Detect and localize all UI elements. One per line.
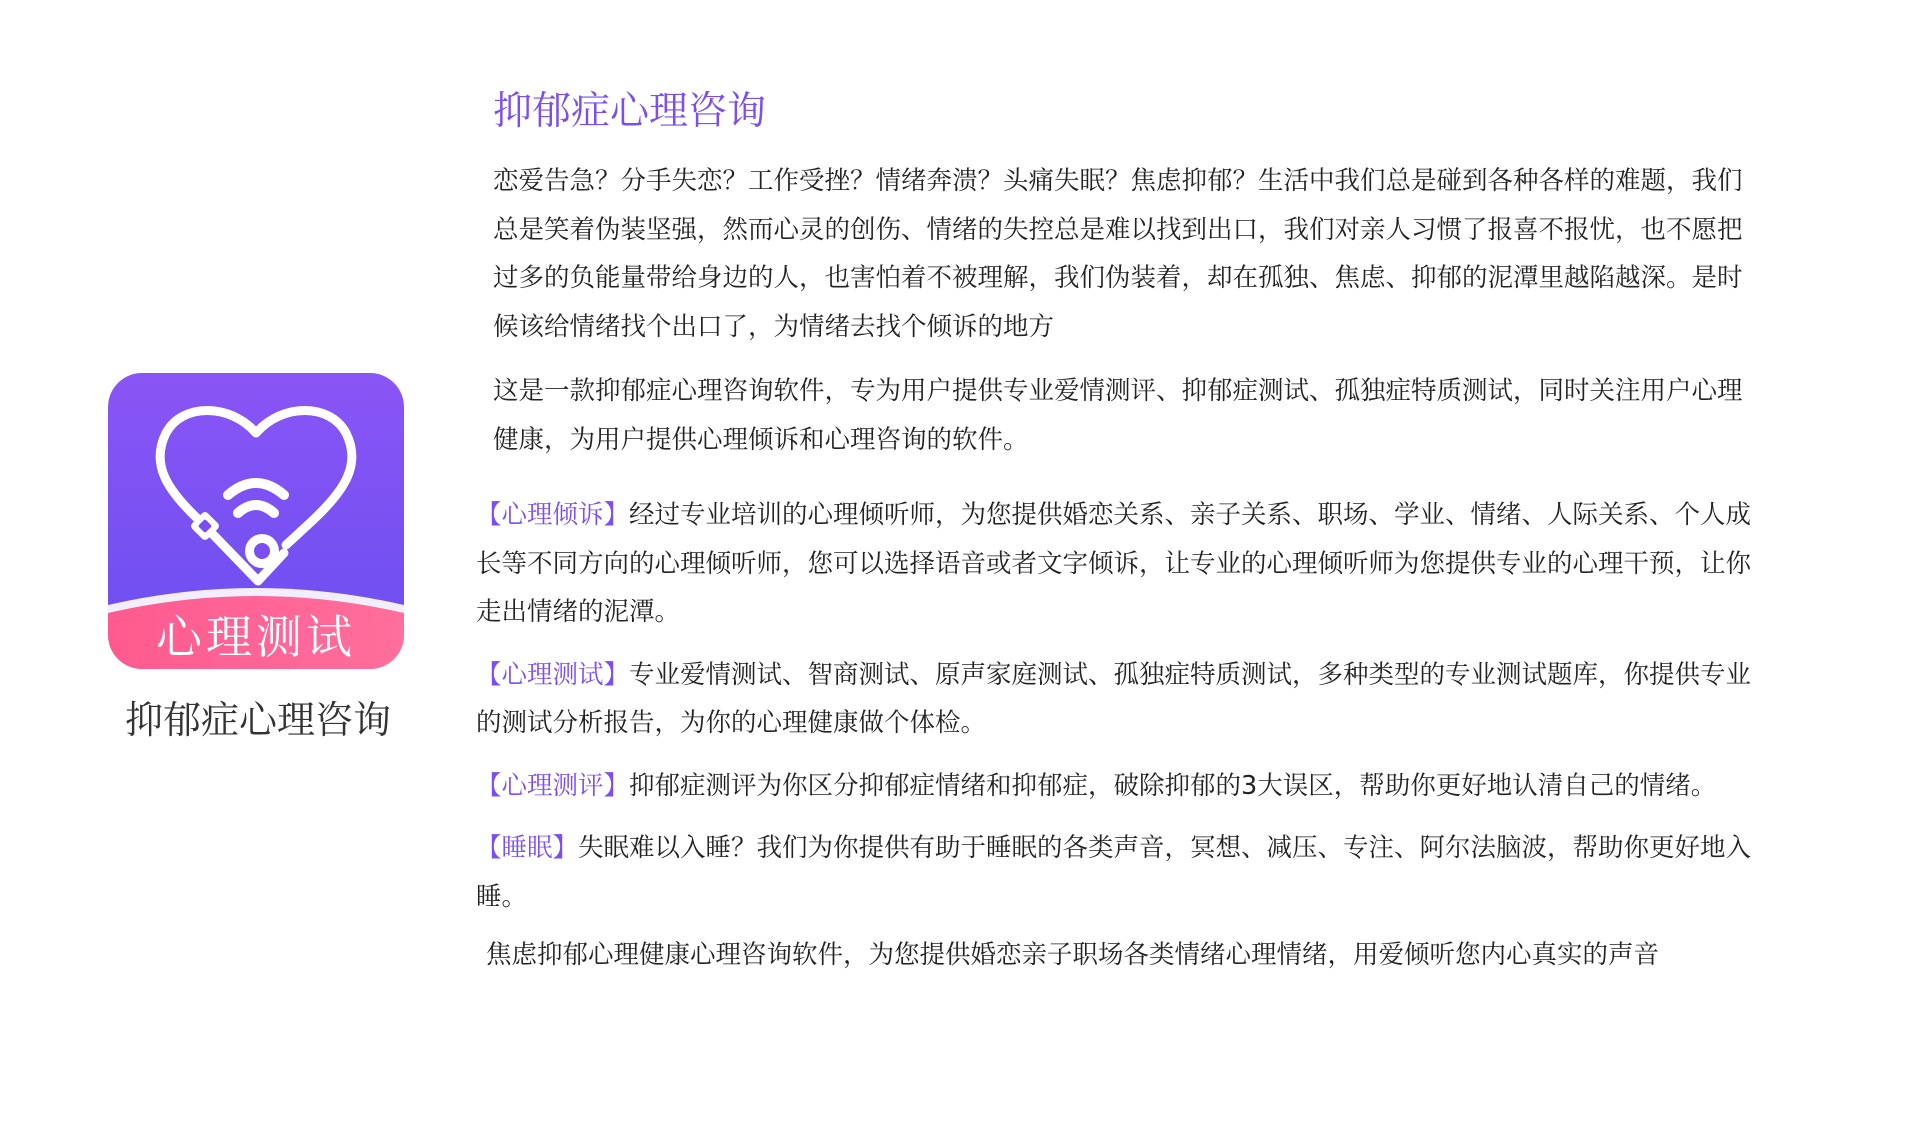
feature-tag: 【睡眠】 bbox=[476, 833, 579, 863]
intro-paragraph: 恋爱告急？分手失恋？工作受挫？情绪奔溃？头痛失眠？焦虑抑郁？生活中我们总是碰到各种各样的难题，我们总是笑着伪装坚强，然而心灵的创伤、情绪的失控总是难以找到出口，我们对亲人习惯了报喜不报忧，也不愿把过多的负能量带给身边的人，也害怕着不被理解，我们伪装着，却在孤独、焦虑、抑郁的泥潭里越陷越深。是时候该给情绪找个出口了，为情绪去找个倾诉的地方 bbox=[493, 166, 1743, 342]
heart-stethoscope-app-icon bbox=[108, 373, 404, 669]
feature-tag: 【心理测试】 bbox=[476, 659, 630, 690]
feature-confide bbox=[476, 491, 1756, 637]
page-title: 抑郁症心理咨询 bbox=[493, 89, 767, 134]
feature-text: 抑郁症测评为你区分抑郁症情绪和抑郁症，破除抑郁的3大误区，帮助你更好地认清自己的情绪。 bbox=[629, 770, 1717, 801]
description-paragraph: 这是一款抑郁症心理咨询软件，专为用户提供专业爱情测评、抑郁症测试、孤独症特质测试，同时关注用户心理健康，为用户提供心理倾诉和心理咨询的软件。 bbox=[493, 376, 1743, 455]
feature-tag: 【心理倾诉】 bbox=[476, 500, 630, 530]
app-name: 抑郁症心理咨询 bbox=[124, 698, 391, 742]
app-icon-label: 心理测试 bbox=[156, 610, 356, 664]
feature-psych-test bbox=[476, 651, 1756, 748]
feature-text: 经过专业培训的心理倾听师，为您提供婚恋关系、亲子关系、职场、学业、情绪、人际关系、个人成长等不同方向的心理倾听师，您可以选择语音或者文字倾诉，让专业的心理倾听师为您提供专业的心理干预，让你走出情绪的泥潭。 bbox=[476, 500, 1752, 627]
feature-psych-assessment bbox=[476, 762, 1756, 811]
feature-text: 专业爱情测试、智商测试、原声家庭测试、孤独症特质测试，多种类型的专业测试题库，你提供专业的测试分析报告，为你的心理健康做个体检。 bbox=[476, 659, 1752, 738]
app-description bbox=[476, 82, 1788, 980]
feature-text: 失眠难以入睡？我们为你提供有助于睡眠的各类声音，冥想、减压、专注、阿尔法脑波，帮助你更好地入睡。 bbox=[476, 833, 1752, 912]
closing-paragraph: 焦虑抑郁心理健康心理咨询软件，为您提供婚恋亲子职场各类情绪心理情绪，用爱倾听您内心真实的声音 bbox=[486, 940, 1660, 970]
app-icon bbox=[108, 373, 404, 669]
feature-sleep bbox=[476, 824, 1756, 921]
feature-tag: 【心理测评】 bbox=[476, 770, 630, 801]
